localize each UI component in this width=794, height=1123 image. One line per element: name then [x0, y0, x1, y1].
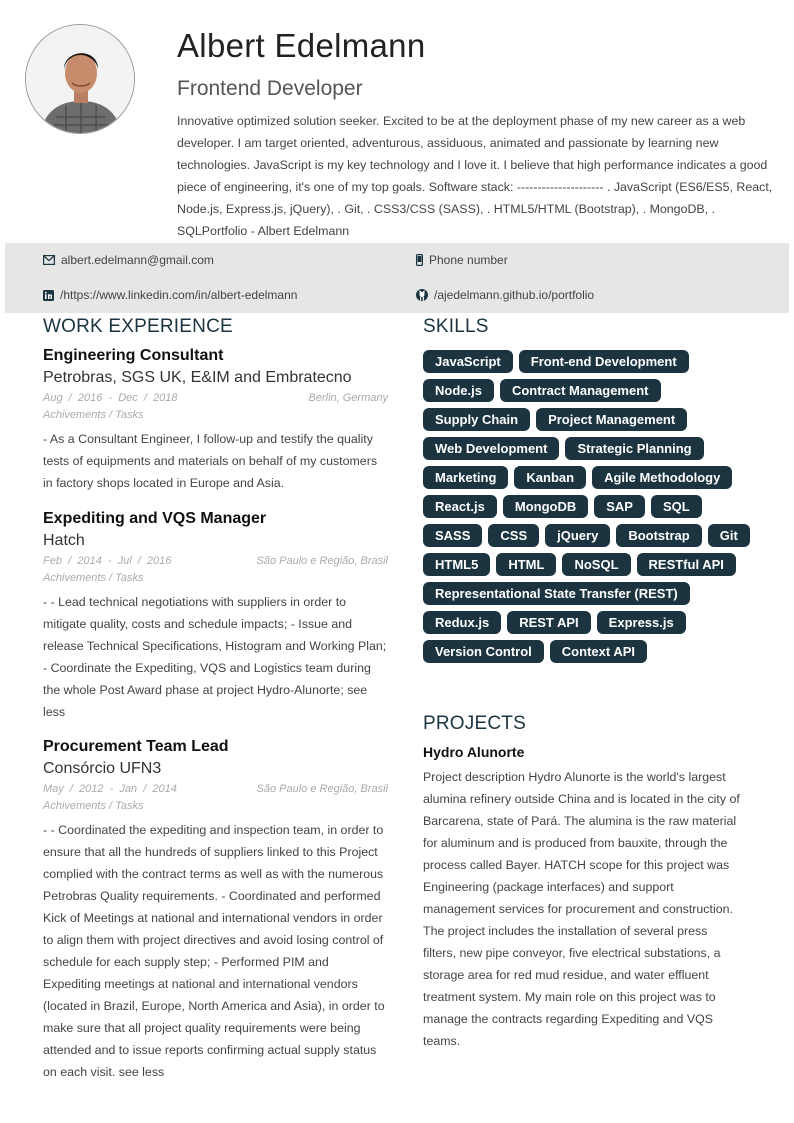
job-entry: [43, 508, 388, 723]
candidate-name: Albert Edelmann: [177, 27, 426, 64]
skill-tag: Front-end Development: [519, 350, 689, 373]
contact-phone[interactable]: [416, 253, 508, 267]
skill-tag: Kanban: [514, 466, 586, 489]
contact-linkedin[interactable]: [43, 288, 297, 302]
person-portrait-icon: [26, 25, 135, 134]
skill-tag: SAP: [594, 495, 645, 518]
skill-tag: HTML5: [423, 553, 490, 576]
job-meta: [43, 782, 388, 797]
email-text: albert.edelmann@gmail.com: [61, 253, 214, 267]
job-role: Engineering Consultant: [43, 347, 224, 364]
job-tasks-label: Achivements / Tasks: [43, 572, 144, 584]
job-entry: [43, 345, 388, 494]
profile-summary: Innovative optimized solution seeker. Excited to be at the deployment phase of my new career as a web developer. I am target oriented, adventurous, assiduous, animated and passionate by learning new technologies. JavaScript is my key technology and I love it. I believe that high performance indicates a good piece of engineering, it's one of my top goals. Software stack: --------------------- . JavaScript (ES6/ES5, React, Node.js, Express.js, jQuery), . Git, . CSS3/CSS (SASS), . HTML5/HTML (Bootstrap), . MongoDB, . SQLPortfolio - Albert Edelmann: [177, 114, 773, 238]
profile-photo: [25, 24, 135, 134]
skill-tag: Marketing: [423, 466, 508, 489]
skill-tag: SQL: [651, 495, 702, 518]
contact-github[interactable]: [416, 288, 594, 302]
job-description: - As a Consultant Engineer, I follow-up and testify the quality tests of equipments and materials on behalf of my customers in factory shops located in Europe and Asia.: [43, 432, 378, 490]
skill-tag: MongoDB: [503, 495, 588, 518]
work-experience-heading: WORK EXPERIENCE: [43, 316, 233, 337]
linkedin-text: /https://www.linkedin.com/in/albert-edelmann: [60, 288, 298, 302]
skills-list: [423, 350, 763, 663]
job-role: Expediting and VQS Manager: [43, 510, 267, 527]
skill-tag: Redux.js: [423, 611, 501, 634]
skill-tag: Strategic Planning: [565, 437, 703, 460]
skill-tag: REST API: [507, 611, 590, 634]
skill-tag: Context API: [550, 640, 647, 663]
project-description: Project description Hydro Alunorte is the world's largest alumina refinery outside China and is located in the city of Barcarena, state of Pará. The alumina is the raw material for aluminum and is produced from bauxite, through the process called Bayer. HATCH scope for this project was Engineering (package interfaces) and support management services for procurement and construction. The project includes the installation of several press filters, new pipe conveyor, five electrical substations, a storage area for red mud residue, and water effluent treatment system. My main role on this project was to manage the contracts regarding Expediting and VQS teams.: [423, 770, 740, 1048]
skill-tag: RESTful API: [637, 553, 736, 576]
skill-tag: Node.js: [423, 379, 494, 402]
job-meta: [43, 554, 388, 569]
job-dates: May / 2012 - Jan / 2014: [43, 783, 177, 795]
contact-email[interactable]: [43, 253, 214, 267]
linkedin-icon: [43, 290, 54, 301]
job-location: São Paulo e Região, Brasil: [256, 783, 388, 795]
projects-heading: PROJECTS: [423, 713, 526, 734]
skill-tag: Contract Management: [500, 379, 661, 402]
skill-tag: jQuery: [545, 524, 610, 547]
skill-tag: JavaScript: [423, 350, 513, 373]
skill-tag: CSS: [488, 524, 539, 547]
skill-tag: SASS: [423, 524, 482, 547]
job-dates: Aug / 2016 - Dec / 2018: [43, 392, 178, 404]
github-text: /ajedelmann.github.io/portfolio: [434, 288, 595, 302]
skill-tag: Representational State Transfer (REST): [423, 582, 690, 605]
skill-tag: Agile Methodology: [592, 466, 732, 489]
skill-tag: Express.js: [597, 611, 686, 634]
skill-tag: NoSQL: [562, 553, 630, 576]
job-location: Berlin, Germany: [308, 392, 388, 404]
job-location: São Paulo e Região, Brasil: [256, 555, 388, 567]
project-name: Hydro Alunorte: [423, 744, 525, 760]
phone-icon: [416, 254, 423, 266]
skill-tag: React.js: [423, 495, 497, 518]
phone-text: Phone number: [429, 253, 508, 267]
skill-tag: Supply Chain: [423, 408, 530, 431]
skill-tag: Web Development: [423, 437, 559, 460]
envelope-icon: [43, 255, 55, 265]
job-dates: Feb / 2014 - Jul / 2016: [43, 555, 172, 567]
job-description: - - Coordinated the expediting and inspection team, in order to ensure that all the hundreds of suppliers linked to this Project complied with the contract terms as well as with the numerous Petrobras Quality requirements. - Coordinated and performed Kick of Meetings at national and international vendors in order to align them with project directives and avoid losing control of schedule for each supply step; - Performed PIM and Expediting meetings at national and international vendors (located in Brazil, Europe, North America and Asia), in order to make sure that all project quality requirements were being attended and to issue reports confirming actual supply status on each visit. see less: [43, 823, 385, 1079]
job-company: Hatch: [43, 532, 85, 549]
job-title: Frontend Developer: [177, 77, 363, 100]
job-role: Procurement Team Lead: [43, 738, 229, 755]
job-company: Petrobras, SGS UK, E&IM and Embratecno: [43, 369, 352, 386]
job-description: - - Lead technical negotiations with suppliers in order to mitigate quality, costs and schedule impacts; - Issue and release Technical Specifications, Histogram and Working Plan; - Coordinate the Expediting, VQS and Logistics team during the whole Post Award phase at project Hydro-Alunorte; see less: [43, 595, 387, 719]
job-tasks-label: Achivements / Tasks: [43, 800, 144, 812]
skill-tag: Git: [708, 524, 750, 547]
skill-tag: Bootstrap: [616, 524, 701, 547]
job-company: Consórcio UFN3: [43, 760, 162, 777]
job-entry: [43, 736, 388, 1083]
github-icon: [416, 289, 428, 301]
skill-tag: Project Management: [536, 408, 687, 431]
skills-heading: SKILLS: [423, 316, 489, 337]
skill-tag: Version Control: [423, 640, 544, 663]
job-meta: [43, 391, 388, 406]
job-tasks-label: Achivements / Tasks: [43, 409, 144, 421]
skill-tag: HTML: [496, 553, 556, 576]
